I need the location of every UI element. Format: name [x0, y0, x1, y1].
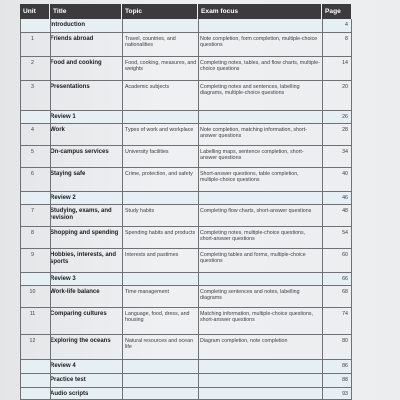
unit-title: Work	[50, 126, 65, 133]
unit-topic: Academic subjects	[125, 84, 170, 90]
unit-title: Friends abroad	[50, 35, 94, 42]
unit-exam-focus: Matching information, multiple-choice questions, short-answer questions	[200, 311, 314, 324]
unit-title: On-campus services	[50, 148, 109, 155]
unit-exam-focus: Completing flow charts, short-answer questions	[200, 208, 312, 214]
unit-exam-focus: Short-answer questions, table completion, multiple-choice questions	[200, 171, 299, 184]
section-row	[20, 360, 351, 374]
section-row	[20, 19, 351, 33]
section-row	[20, 111, 351, 124]
page-number: 8	[345, 36, 348, 42]
page-number: 46	[342, 195, 348, 201]
unit-topic: Food, cooking, measures, and weights	[125, 60, 197, 73]
table-row	[20, 335, 351, 360]
table-row	[20, 57, 351, 81]
page-number: 28	[342, 127, 348, 133]
unit-title: Food and cooking	[50, 59, 102, 66]
section-row	[20, 273, 351, 286]
unit-exam-focus: Diagram completion, note completion	[200, 338, 288, 344]
unit-topic: Types of work and workplace	[125, 127, 194, 133]
unit-exam-focus: Note completion, matching information, short-answer questions	[200, 127, 307, 140]
section-row	[20, 374, 351, 388]
page-number: 68	[342, 289, 348, 295]
header-unit: Unit	[20, 4, 49, 19]
table-row	[20, 168, 351, 192]
unit-number: 11	[29, 311, 36, 317]
page-number: 48	[342, 208, 348, 214]
unit-title: Staying safe	[50, 170, 86, 177]
unit-exam-focus: Completing sentences and notes, labelling diagrams	[200, 289, 300, 302]
unit-number: 5	[31, 149, 34, 155]
unit-title: Presentations	[50, 83, 90, 90]
unit-exam-focus: Completing tables and forms, multiple-choice questions	[200, 252, 306, 265]
table-row	[20, 308, 351, 335]
page-number: 26	[342, 114, 348, 120]
unit-number: 1	[31, 36, 34, 42]
section-title: Review 2	[50, 194, 76, 201]
unit-title: Work-life balance	[50, 288, 100, 295]
unit-title: Comparing cultures	[50, 310, 107, 317]
page-number: 20	[342, 84, 348, 90]
table-row	[20, 33, 351, 57]
page-number: 66	[342, 276, 348, 282]
table-row	[20, 81, 351, 111]
section-title: Review 3	[50, 275, 76, 282]
table-row	[20, 227, 351, 249]
section-row	[20, 388, 351, 400]
unit-number: 12	[29, 338, 36, 344]
unit-number: 2	[31, 60, 34, 66]
column-divider	[50, 19, 51, 400]
unit-title: Exploring the oceans	[50, 337, 111, 344]
table-row	[20, 205, 351, 227]
unit-topic: Spending habits and products	[125, 230, 196, 236]
unit-exam-focus: Labelling maps, sentence completion, short-answer questions	[200, 149, 304, 162]
table-row	[20, 249, 351, 273]
section-row	[20, 192, 351, 205]
section-title: Review 4	[50, 362, 76, 369]
header-topic: Topic	[122, 4, 197, 19]
unit-topic: Interests and pastimes	[125, 252, 179, 258]
column-divider	[198, 19, 199, 400]
unit-exam-focus: Note completion, form completion, multiple-choice questions	[200, 36, 318, 49]
table-row	[20, 146, 351, 168]
unit-topic: Travel, countries, and nationalities	[125, 36, 176, 49]
table-row	[20, 124, 351, 146]
unit-number: 8	[31, 230, 34, 236]
unit-number: 10	[29, 289, 36, 295]
page-number: 74	[342, 311, 348, 317]
unit-exam-focus: Completing notes, multiple-choice questions, short-answer questions	[200, 230, 306, 243]
header-title: Title	[50, 4, 121, 19]
unit-topic: Crime, protection, and safety	[125, 171, 193, 177]
column-divider	[20, 19, 21, 400]
column-divider	[351, 19, 352, 400]
header-page: Page	[322, 4, 351, 19]
unit-topic: Natural resources and ocean life	[125, 338, 194, 351]
page-number: 40	[342, 171, 348, 177]
column-divider	[322, 19, 323, 400]
unit-number: 3	[31, 84, 34, 90]
unit-title: Studying, exams, and revision	[50, 207, 112, 221]
unit-topic: Time management	[125, 289, 169, 295]
page-number: 80	[342, 338, 348, 344]
section-title: Practice test	[50, 376, 86, 383]
unit-topic: Language, food, dress, and housing	[125, 311, 190, 324]
page-number: 34	[342, 149, 348, 155]
unit-number: 6	[31, 171, 34, 177]
page-number: 60	[342, 252, 348, 258]
section-title: Review 1	[50, 113, 76, 120]
unit-number: 7	[31, 208, 34, 214]
unit-number: 9	[31, 252, 34, 258]
unit-title: Shopping and spending	[50, 229, 119, 236]
unit-number: 4	[31, 127, 34, 133]
page-number: 54	[342, 230, 348, 236]
header-exam-focus: Exam focus	[198, 4, 321, 19]
unit-topic: Study habits	[125, 208, 155, 214]
unit-exam-focus: Completing notes, tables, and flow charts, multiple-choice questions	[200, 60, 320, 73]
page-number: 14	[342, 60, 348, 66]
column-divider	[122, 19, 123, 400]
unit-topic: University facilities	[125, 149, 169, 155]
table-row	[20, 286, 351, 308]
section-title: Introduction	[50, 21, 85, 28]
unit-exam-focus: Completing notes and sentences, labelling diagrams, multiple-choice questions	[200, 84, 300, 97]
page-number: 93	[342, 391, 348, 397]
page-number: 86	[342, 363, 348, 369]
section-title: Audio scripts	[50, 390, 89, 397]
unit-title: Hobbies, interests, and sports	[50, 251, 117, 265]
page-number: 88	[342, 377, 348, 383]
page-number: 4	[345, 22, 348, 28]
